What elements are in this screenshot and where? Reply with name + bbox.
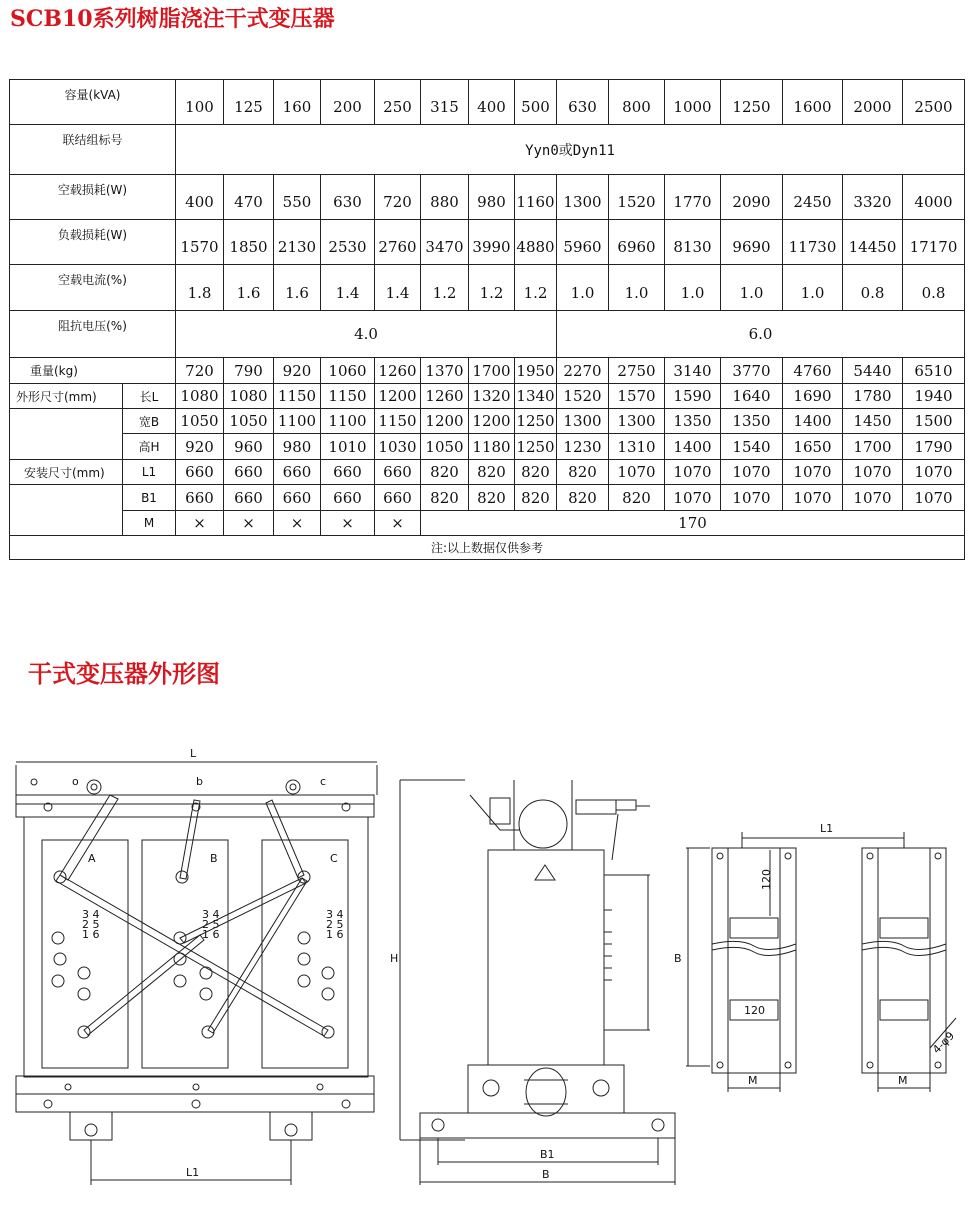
noload-loss-cell: 980: [469, 175, 515, 220]
dim-B-base-label: B: [674, 952, 682, 965]
phase-b-label: B: [210, 852, 218, 865]
capacity-cell: 160: [274, 80, 321, 125]
m-row: [10, 511, 965, 536]
width-cell: 1300: [609, 409, 665, 434]
spec-table: [9, 79, 965, 560]
m-mark: ×: [176, 511, 224, 536]
b1-cell: 1070: [665, 485, 721, 511]
load-loss-cell: 2530: [321, 220, 375, 265]
noload-loss-cell: 1520: [609, 175, 665, 220]
weight-cell: 5440: [843, 358, 903, 384]
height-cell: 920: [176, 434, 224, 460]
capacity-cell: 400: [469, 80, 515, 125]
l1-cell: 660: [224, 460, 274, 485]
dim-L1-label: L1: [186, 1166, 200, 1179]
mark-c: c: [320, 775, 327, 788]
load-loss-cell: 3470: [421, 220, 469, 265]
l1-cell: 1070: [609, 460, 665, 485]
dim-L-label: L: [190, 747, 197, 760]
weight-label: 重量(kg): [10, 358, 176, 384]
noload-loss-cell: 720: [375, 175, 421, 220]
b1-cell: 660: [274, 485, 321, 511]
load-loss-cell: 1570: [176, 220, 224, 265]
length-label: 长L: [123, 384, 176, 409]
outline-drawings: [0, 700, 980, 1220]
load-loss-cell: 4880: [515, 220, 557, 265]
b1-cell: 1070: [843, 485, 903, 511]
tap-label: 2 5: [202, 918, 220, 931]
capacity-cell: 630: [557, 80, 609, 125]
weight-cell: 6510: [903, 358, 965, 384]
b1-cell: 820: [469, 485, 515, 511]
height-cell: 1310: [609, 434, 665, 460]
b1-cell: 660: [321, 485, 375, 511]
install-label-blank: [10, 485, 123, 536]
b1-cell: 660: [176, 485, 224, 511]
width-cell: 1200: [421, 409, 469, 434]
length-cell: 1320: [469, 384, 515, 409]
tap-label: 3 4: [326, 908, 344, 921]
tap-label: 2 5: [82, 918, 100, 931]
coil-c: [262, 840, 348, 1068]
noload-current-cell: 0.8: [903, 265, 965, 311]
length-cell: 1080: [224, 384, 274, 409]
dim-B1-label: B1: [540, 1148, 555, 1161]
load-loss-cell: 9690: [721, 220, 783, 265]
noload-loss-cell: 2450: [783, 175, 843, 220]
height-cell: 980: [274, 434, 321, 460]
m-mark: ×: [274, 511, 321, 536]
length-cell: 1260: [421, 384, 469, 409]
noload-loss-cell: 880: [421, 175, 469, 220]
impedance-low: 4.0: [176, 311, 557, 358]
coil-b: [142, 840, 228, 1068]
length-cell: 1640: [721, 384, 783, 409]
height-cell: 1700: [843, 434, 903, 460]
noload-current-cell: 1.2: [515, 265, 557, 311]
m-mark: ×: [321, 511, 375, 536]
mark-o: o: [72, 775, 79, 788]
load-loss-cell: 2130: [274, 220, 321, 265]
noload-loss-cell: 550: [274, 175, 321, 220]
capacity-cell: 1600: [783, 80, 843, 125]
connection-label: 联结组标号: [10, 125, 176, 175]
noload-current-cell: 1.2: [421, 265, 469, 311]
height-cell: 1230: [557, 434, 609, 460]
weight-cell: 920: [274, 358, 321, 384]
noload-loss-cell: 4000: [903, 175, 965, 220]
width-cell: 1150: [375, 409, 421, 434]
load-loss-cell: 3990: [469, 220, 515, 265]
weight-cell: 2750: [609, 358, 665, 384]
dim-B-label: B: [542, 1168, 550, 1181]
m-mark: ×: [375, 511, 421, 536]
noload-current-cell: 1.6: [224, 265, 274, 311]
hole-label: 4-φ9: [930, 1029, 958, 1057]
weight-cell: 2270: [557, 358, 609, 384]
length-cell: 1570: [609, 384, 665, 409]
noload-loss-cell: 2090: [721, 175, 783, 220]
l1-cell: 1070: [665, 460, 721, 485]
b1-label: B1: [123, 485, 176, 511]
dim-M-right-label: M: [898, 1074, 908, 1087]
l1-cell: 660: [375, 460, 421, 485]
dim-120-vertical: 120: [760, 869, 773, 890]
m-label: M: [123, 511, 176, 536]
width-cell: 1350: [665, 409, 721, 434]
height-cell: 1050: [421, 434, 469, 460]
noload-loss-cell: 630: [321, 175, 375, 220]
height-cell: 1400: [665, 434, 721, 460]
transformer-body: [488, 850, 604, 1065]
noload-loss-cell: 1300: [557, 175, 609, 220]
length-cell: 1940: [903, 384, 965, 409]
weight-cell: 1700: [469, 358, 515, 384]
width-cell: 1500: [903, 409, 965, 434]
width-cell: 1100: [274, 409, 321, 434]
l1-row: [10, 460, 965, 485]
b1-cell: 660: [224, 485, 274, 511]
noload-loss-cell: 3320: [843, 175, 903, 220]
connection-value: Yyn0或Dyn11: [176, 125, 965, 175]
width-cell: 1300: [557, 409, 609, 434]
m-value: 170: [421, 511, 965, 536]
height-cell: 1010: [321, 434, 375, 460]
height-cell: 1030: [375, 434, 421, 460]
tap-label: 1 6: [202, 928, 220, 941]
load-loss-cell: 17170: [903, 220, 965, 265]
b1-cell: 1070: [903, 485, 965, 511]
base-view: [674, 822, 957, 1092]
width-cell: 1400: [783, 409, 843, 434]
weight-cell: 790: [224, 358, 274, 384]
load-loss-cell: 11730: [783, 220, 843, 265]
weight-row: [10, 358, 965, 384]
note-row: [10, 536, 965, 560]
weight-cell: 1370: [421, 358, 469, 384]
impedance-row: [10, 311, 965, 358]
drawing-title: 干式变压器外形图: [28, 659, 220, 688]
l1-cell: 1070: [721, 460, 783, 485]
capacity-cell: 800: [609, 80, 665, 125]
noload-current-row: [10, 265, 965, 311]
capacity-label: 容量(kVA): [10, 80, 176, 125]
noload-current-cell: 1.4: [321, 265, 375, 311]
height-label: 高H: [123, 434, 176, 460]
length-cell: 1150: [274, 384, 321, 409]
length-cell: 1080: [176, 384, 224, 409]
tap-label: 2 5: [326, 918, 344, 931]
capacity-cell: 1000: [665, 80, 721, 125]
phase-a-label: A: [88, 852, 96, 865]
length-cell: 1690: [783, 384, 843, 409]
noload-current-cell: 1.2: [469, 265, 515, 311]
load-loss-label: 负载损耗(W): [10, 220, 176, 265]
l1-cell: 820: [469, 460, 515, 485]
noload-loss-cell: 1160: [515, 175, 557, 220]
noload-current-cell: 1.0: [665, 265, 721, 311]
dim-M-left-label: M: [748, 1074, 758, 1087]
height-row: [10, 434, 965, 460]
noload-loss-cell: 470: [224, 175, 274, 220]
height-cell: 1180: [469, 434, 515, 460]
weight-cell: 720: [176, 358, 224, 384]
l1-cell: 820: [421, 460, 469, 485]
l1-cell: 820: [557, 460, 609, 485]
table-title: SCB10系列树脂浇注干式变压器: [10, 6, 335, 32]
load-loss-cell: 14450: [843, 220, 903, 265]
noload-current-cell: 1.0: [557, 265, 609, 311]
width-cell: 1100: [321, 409, 375, 434]
l1-cell: 1070: [903, 460, 965, 485]
noload-current-cell: 1.4: [375, 265, 421, 311]
l1-cell: 1070: [843, 460, 903, 485]
weight-cell: 1060: [321, 358, 375, 384]
noload-current-cell: 0.8: [843, 265, 903, 311]
width-cell: 1350: [721, 409, 783, 434]
length-row: [10, 384, 965, 409]
load-loss-row: [10, 220, 965, 265]
install-label: 安装尺寸(mm): [10, 460, 123, 485]
width-label: 宽B: [123, 409, 176, 434]
noload-loss-cell: 400: [176, 175, 224, 220]
l1-cell: 660: [176, 460, 224, 485]
height-cell: 960: [224, 434, 274, 460]
b1-cell: 820: [557, 485, 609, 511]
noload-loss-row: [10, 175, 965, 220]
front-view: [16, 747, 377, 1185]
height-cell: 1790: [903, 434, 965, 460]
length-cell: 1590: [665, 384, 721, 409]
capacity-row: [10, 80, 965, 125]
b1-cell: 1070: [721, 485, 783, 511]
load-loss-cell: 2760: [375, 220, 421, 265]
width-row: [10, 409, 965, 434]
height-cell: 1250: [515, 434, 557, 460]
tap-label: 3 4: [82, 908, 100, 921]
capacity-cell: 2000: [843, 80, 903, 125]
noload-current-cell: 1.8: [176, 265, 224, 311]
l1-cell: 1070: [783, 460, 843, 485]
load-loss-cell: 6960: [609, 220, 665, 265]
length-cell: 1520: [557, 384, 609, 409]
capacity-cell: 250: [375, 80, 421, 125]
l1-cell: 660: [274, 460, 321, 485]
b1-cell: 1070: [783, 485, 843, 511]
width-cell: 1450: [843, 409, 903, 434]
mark-b: b: [196, 775, 203, 788]
phase-c-label: C: [330, 852, 338, 865]
noload-current-cell: 1.0: [609, 265, 665, 311]
tap-label: 1 6: [326, 928, 344, 941]
weight-cell: 1950: [515, 358, 557, 384]
noload-current-cell: 1.0: [783, 265, 843, 311]
b1-cell: 820: [515, 485, 557, 511]
noload-current-cell: 1.6: [274, 265, 321, 311]
weight-cell: 4760: [783, 358, 843, 384]
load-loss-cell: 5960: [557, 220, 609, 265]
load-loss-cell: 1850: [224, 220, 274, 265]
length-cell: 1150: [321, 384, 375, 409]
b1-cell: 660: [375, 485, 421, 511]
l1-cell: 660: [321, 460, 375, 485]
noload-loss-label: 空载损耗(W): [10, 175, 176, 220]
noload-loss-cell: 1770: [665, 175, 721, 220]
weight-cell: 1260: [375, 358, 421, 384]
capacity-cell: 1250: [721, 80, 783, 125]
noload-current-label: 空载电流(%): [10, 265, 176, 311]
connection-row: [10, 125, 965, 175]
dim-H-label: H: [390, 952, 399, 965]
l1-cell: 820: [515, 460, 557, 485]
impedance-label: 阻抗电压(%): [10, 311, 176, 358]
tap-label: 1 6: [82, 928, 100, 941]
width-cell: 1250: [515, 409, 557, 434]
capacity-cell: 315: [421, 80, 469, 125]
capacity-cell: 125: [224, 80, 274, 125]
outline-label: 外形尺寸(mm): [10, 384, 123, 409]
noload-current-cell: 1.0: [721, 265, 783, 311]
dim-120-horizontal: 120: [744, 1004, 765, 1017]
width-cell: 1200: [469, 409, 515, 434]
b1-cell: 820: [421, 485, 469, 511]
load-loss-cell: 8130: [665, 220, 721, 265]
tap-label: 3 4: [202, 908, 220, 921]
outline-label-blank: [10, 409, 123, 460]
width-cell: 1050: [224, 409, 274, 434]
capacity-cell: 2500: [903, 80, 965, 125]
width-cell: 1050: [176, 409, 224, 434]
weight-cell: 3770: [721, 358, 783, 384]
l1-label: L1: [123, 460, 176, 485]
weight-cell: 3140: [665, 358, 721, 384]
capacity-cell: 500: [515, 80, 557, 125]
length-cell: 1200: [375, 384, 421, 409]
side-view: [390, 780, 675, 1185]
capacity-cell: 200: [321, 80, 375, 125]
height-cell: 1540: [721, 434, 783, 460]
height-cell: 1650: [783, 434, 843, 460]
capacity-cell: 100: [176, 80, 224, 125]
table-note: 注:以上数据仅供参考: [10, 536, 965, 560]
length-cell: 1340: [515, 384, 557, 409]
b1-cell: 820: [609, 485, 665, 511]
impedance-high: 6.0: [557, 311, 965, 358]
dim-L1-base-label: L1: [820, 822, 834, 835]
m-mark: ×: [224, 511, 274, 536]
length-cell: 1780: [843, 384, 903, 409]
b1-row: [10, 485, 965, 511]
